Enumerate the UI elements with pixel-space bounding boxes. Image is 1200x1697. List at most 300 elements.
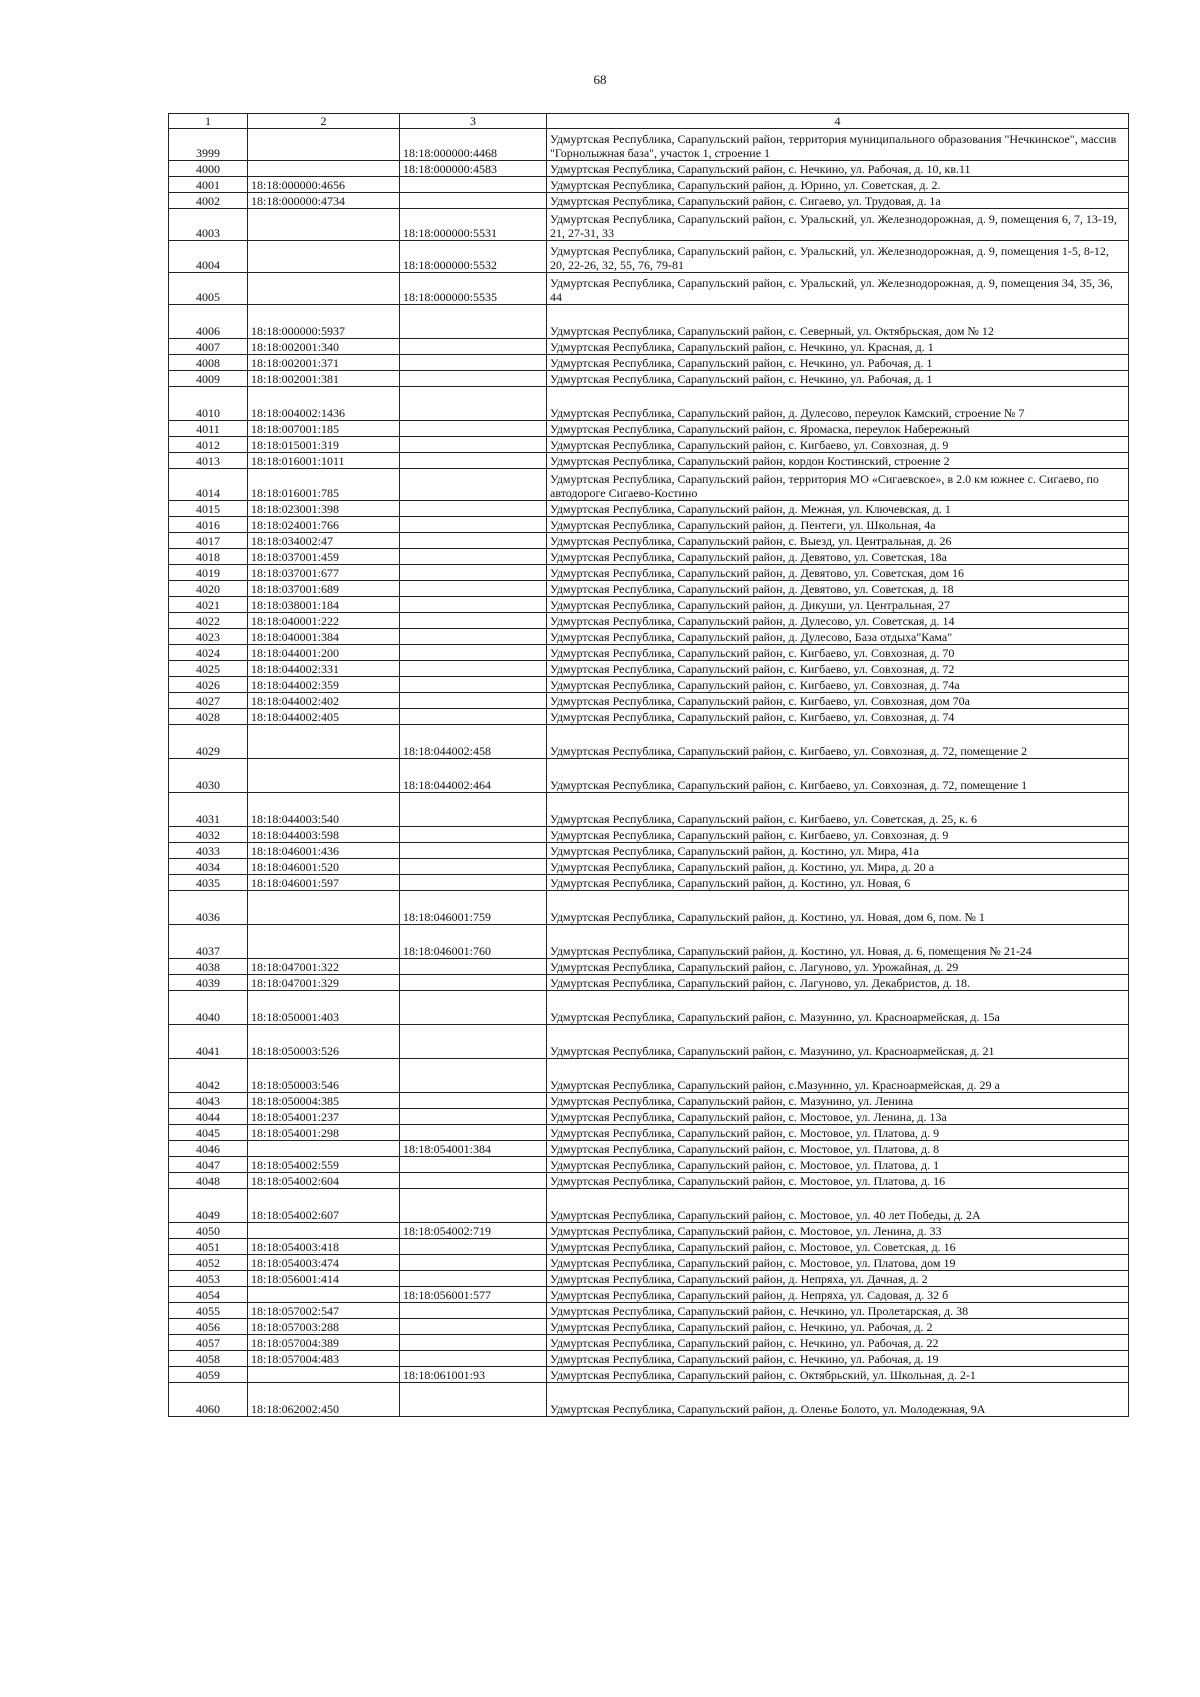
cadastral-number-building: 18:18:054001:384 (400, 1141, 547, 1157)
table-row (169, 843, 1129, 859)
table-row (169, 597, 1129, 613)
row-number: 4018 (169, 549, 248, 565)
cadastral-number-land: 18:18:057002:547 (248, 1303, 400, 1319)
row-number: 4005 (169, 273, 248, 305)
address: Удмуртская Республика, Сарапульский район, с. Мостовое, ул. 40 лет Победы, д. 2А (547, 1189, 1129, 1223)
cadastral-number-land (248, 1223, 400, 1239)
table-row (169, 161, 1129, 177)
cadastral-number-building (400, 875, 547, 891)
table-row (169, 1239, 1129, 1255)
table-row (169, 305, 1129, 339)
cadastral-number-land (248, 129, 400, 161)
cadastral-number-land: 18:18:050001:403 (248, 991, 400, 1025)
cadastral-number-building (400, 1271, 547, 1287)
table-row (169, 565, 1129, 581)
cadastral-number-building (400, 453, 547, 469)
cadastral-number-building (400, 1335, 547, 1351)
address: Удмуртская Республика, Сарапульский район, с. Мазунино, ул. Красноармейская, д. 15а (547, 991, 1129, 1025)
cadastral-number-land (248, 209, 400, 241)
cadastral-number-land: 18:18:057004:483 (248, 1351, 400, 1367)
cadastral-number-land: 18:18:054002:604 (248, 1173, 400, 1189)
row-number: 4047 (169, 1157, 248, 1173)
row-number: 4053 (169, 1271, 248, 1287)
cadastral-number-land: 18:18:044003:540 (248, 793, 400, 827)
table-row (169, 1189, 1129, 1223)
address: Удмуртская Республика, Сарапульский район, с. Мостовое, ул. Советская, д. 16 (547, 1239, 1129, 1255)
table-row (169, 991, 1129, 1025)
cadastral-number-land: 18:18:037001:689 (248, 581, 400, 597)
cadastral-number-land: 18:18:050003:546 (248, 1059, 400, 1093)
row-number: 4017 (169, 533, 248, 549)
cadastral-number-building (400, 1383, 547, 1417)
cadastral-number-land: 18:18:037001:677 (248, 565, 400, 581)
cadastral-number-building (400, 975, 547, 991)
table-row (169, 1223, 1129, 1239)
cadastral-number-land: 18:18:000000:4656 (248, 177, 400, 193)
table-row (169, 1157, 1129, 1173)
row-number: 4050 (169, 1223, 248, 1239)
address: Удмуртская Республика, Сарапульский район, д. Костино, ул. Новая, д. 6, помещения № 21-24 (547, 925, 1129, 959)
table-row (169, 1125, 1129, 1141)
table-row (169, 827, 1129, 843)
cadastral-number-land: 18:18:046001:520 (248, 859, 400, 875)
address: Удмуртская Республика, Сарапульский район, д. Дулесово, ул. Советская, д. 14 (547, 613, 1129, 629)
cadastral-number-land: 18:18:054001:298 (248, 1125, 400, 1141)
cadastral-number-building (400, 501, 547, 517)
table-row (169, 177, 1129, 193)
cadastral-number-land: 18:18:044002:405 (248, 709, 400, 725)
table-row (169, 241, 1129, 273)
cadastral-number-building (400, 959, 547, 975)
row-number: 4039 (169, 975, 248, 991)
row-number: 4057 (169, 1335, 248, 1351)
row-number: 4043 (169, 1093, 248, 1109)
table-row (169, 517, 1129, 533)
cadastral-number-land: 18:18:044002:402 (248, 693, 400, 709)
cadastral-number-land: 18:18:046001:436 (248, 843, 400, 859)
table-row (169, 677, 1129, 693)
row-number: 4004 (169, 241, 248, 273)
table-body (169, 129, 1129, 1417)
row-number: 4021 (169, 597, 248, 613)
address: Удмуртская Республика, Сарапульский район, с. Кигбаево, ул. Совхозная, д. 72 (547, 661, 1129, 677)
row-number: 4058 (169, 1351, 248, 1367)
address: Удмуртская Республика, Сарапульский район, с. Кигбаево, ул. Совхозная, д. 72, помещение 2 (547, 725, 1129, 759)
cadastral-number-building (400, 1189, 547, 1223)
row-number: 4015 (169, 501, 248, 517)
cadastral-number-building: 18:18:061001:93 (400, 1367, 547, 1383)
row-number: 4022 (169, 613, 248, 629)
cadastral-number-land: 18:18:050003:526 (248, 1025, 400, 1059)
address: Удмуртская Республика, Сарапульский район, с. Мазунино, ул. Красноармейская, д. 21 (547, 1025, 1129, 1059)
table-row (169, 453, 1129, 469)
table-row (169, 1109, 1129, 1125)
table-row (169, 875, 1129, 891)
cadastral-number-building (400, 793, 547, 827)
address: Удмуртская Республика, Сарапульский район, д. Пентеги, ул. Школьная, 4а (547, 517, 1129, 533)
row-number: 4040 (169, 991, 248, 1025)
table-row (169, 613, 1129, 629)
address: Удмуртская Республика, Сарапульский район, с. Нечкино, ул. Рабочая, д. 22 (547, 1335, 1129, 1351)
row-number: 4012 (169, 437, 248, 453)
row-number: 4038 (169, 959, 248, 975)
address: Удмуртская Республика, Сарапульский район, с. Яромаска, переулок Набережный (547, 421, 1129, 437)
cadastral-number-land: 18:18:034002:47 (248, 533, 400, 549)
address: Удмуртская Республика, Сарапульский район, с. Уральский, ул. Железнодорожная, д. 9, помещения 34, 35, 36, 44 (547, 273, 1129, 305)
cadastral-number-building (400, 859, 547, 875)
cadastral-number-building (400, 1157, 547, 1173)
cadastral-number-building: 18:18:000000:5531 (400, 209, 547, 241)
address: Удмуртская Республика, Сарапульский район, с. Мостовое, ул. Платова, д. 8 (547, 1141, 1129, 1157)
row-number: 4010 (169, 387, 248, 421)
table-row (169, 661, 1129, 677)
row-number: 4056 (169, 1319, 248, 1335)
cadastral-number-land: 18:18:038001:184 (248, 597, 400, 613)
table-row (169, 581, 1129, 597)
table-row (169, 925, 1129, 959)
row-number: 4001 (169, 177, 248, 193)
address: Удмуртская Республика, Сарапульский район, д. Дулесово, База отдыха"Кама" (547, 629, 1129, 645)
cadastral-number-building (400, 613, 547, 629)
table-row (169, 1303, 1129, 1319)
cadastral-number-land (248, 925, 400, 959)
row-number: 4013 (169, 453, 248, 469)
table-row (169, 859, 1129, 875)
cadastral-number-building: 18:18:044002:464 (400, 759, 547, 793)
row-number: 4034 (169, 859, 248, 875)
address: Удмуртская Республика, Сарапульский район, д. Костино, ул. Новая, дом 6, пом. № 1 (547, 891, 1129, 925)
cadastral-number-building (400, 421, 547, 437)
address: Удмуртская Республика, Сарапульский район, с. Мостовое, ул. Платова, дом 19 (547, 1255, 1129, 1271)
address: Удмуртская Республика, Сарапульский район, с. Мостовое, ул. Платова, д. 16 (547, 1173, 1129, 1189)
cadastral-number-land (248, 1141, 400, 1157)
row-number: 4030 (169, 759, 248, 793)
table-row (169, 339, 1129, 355)
table-row (169, 1319, 1129, 1335)
table-row (169, 1255, 1129, 1271)
cadastral-number-building (400, 677, 547, 693)
address: Удмуртская Республика, Сарапульский район, д. Оленье Болото, ул. Молодежная, 9А (547, 1383, 1129, 1417)
table-row (169, 1351, 1129, 1367)
row-number: 4046 (169, 1141, 248, 1157)
cadastral-number-land: 18:18:044002:359 (248, 677, 400, 693)
address: Удмуртская Республика, Сарапульский район, с. Нечкино, ул. Рабочая, д. 10, кв.11 (547, 161, 1129, 177)
address: Удмуртская Республика, Сарапульский район, кордон Костинский, строение 2 (547, 453, 1129, 469)
property-table (168, 113, 1129, 1417)
row-number: 4003 (169, 209, 248, 241)
cadastral-number-land (248, 725, 400, 759)
cadastral-number-building: 18:18:000000:4583 (400, 161, 547, 177)
cadastral-number-land: 18:18:037001:459 (248, 549, 400, 565)
table-row (169, 891, 1129, 925)
row-number: 4002 (169, 193, 248, 209)
cadastral-number-building (400, 549, 547, 565)
table-row (169, 709, 1129, 725)
cadastral-number-building (400, 1319, 547, 1335)
row-number: 4020 (169, 581, 248, 597)
address: Удмуртская Республика, Сарапульский район, с. Кигбаево, ул. Совхозная, д. 9 (547, 437, 1129, 453)
address: Удмуртская Республика, Сарапульский район, с. Лагуново, ул. Урожайная, д. 29 (547, 959, 1129, 975)
cadastral-number-building (400, 517, 547, 533)
table-row (169, 725, 1129, 759)
row-number: 4045 (169, 1125, 248, 1141)
address: Удмуртская Республика, Сарапульский район, с. Выезд, ул. Центральная, д. 26 (547, 533, 1129, 549)
address: Удмуртская Республика, Сарапульский район, с. Северный, ул. Октябрьская, дом № 12 (547, 305, 1129, 339)
address: Удмуртская Республика, Сарапульский район, д. Дулесово, переулок Камский, строение № 7 (547, 387, 1129, 421)
address: Удмуртская Республика, Сарапульский район, территория МО «Сигаевское», в 2.0 км южнее с. Сигаево, по автодороге Сигаево-Костино (547, 469, 1129, 501)
row-number: 4052 (169, 1255, 248, 1271)
cadastral-number-building (400, 991, 547, 1025)
address: Удмуртская Республика, Сарапульский район, д. Девятово, ул. Советская, дом 16 (547, 565, 1129, 581)
cadastral-number-land: 18:18:044001:200 (248, 645, 400, 661)
address: Удмуртская Республика, Сарапульский район, д. Межная, ул. Ключевская, д. 1 (547, 501, 1129, 517)
address: Удмуртская Республика, Сарапульский район, с. Мостовое, ул. Ленина, д. 13а (547, 1109, 1129, 1125)
cadastral-number-building (400, 1255, 547, 1271)
address: Удмуртская Республика, Сарапульский район, д. Девятово, ул. Советская, д. 18 (547, 581, 1129, 597)
row-number: 4011 (169, 421, 248, 437)
cadastral-number-land: 18:18:002001:340 (248, 339, 400, 355)
address: Удмуртская Республика, Сарапульский район, с. Мостовое, ул. Платова, д. 9 (547, 1125, 1129, 1141)
row-number: 4036 (169, 891, 248, 925)
cadastral-number-building (400, 565, 547, 581)
cadastral-number-land: 18:18:047001:329 (248, 975, 400, 991)
table-row (169, 129, 1129, 161)
header-col-3: 3 (400, 114, 547, 129)
table-row (169, 759, 1129, 793)
cadastral-number-land: 18:18:040001:222 (248, 613, 400, 629)
table-row (169, 645, 1129, 661)
table-row (169, 209, 1129, 241)
table-row (169, 975, 1129, 991)
address: Удмуртская Республика, Сарапульский район, с. Нечкино, ул. Красная, д. 1 (547, 339, 1129, 355)
row-number: 4019 (169, 565, 248, 581)
address: Удмуртская Республика, Сарапульский район, с.Мазунино, ул. Красноармейская, д. 29 а (547, 1059, 1129, 1093)
cadastral-number-building (400, 597, 547, 613)
row-number: 4035 (169, 875, 248, 891)
address: Удмуртская Республика, Сарапульский район, с. Сигаево, ул. Трудовая, д. 1а (547, 193, 1129, 209)
cadastral-number-land: 18:18:004002:1436 (248, 387, 400, 421)
cadastral-number-land: 18:18:047001:322 (248, 959, 400, 975)
cadastral-number-building (400, 661, 547, 677)
cadastral-number-land (248, 241, 400, 273)
table-row (169, 437, 1129, 453)
address: Удмуртская Республика, Сарапульский район, с. Уральский, ул. Железнодорожная, д. 9, помещения 6, 7, 13-19, 21, 27-31, 33 (547, 209, 1129, 241)
table-row (169, 501, 1129, 517)
table-row (169, 629, 1129, 645)
row-number: 4008 (169, 355, 248, 371)
cadastral-number-land: 18:18:057004:389 (248, 1335, 400, 1351)
cadastral-number-building (400, 193, 547, 209)
cadastral-number-building: 18:18:000000:5532 (400, 241, 547, 273)
address: Удмуртская Республика, Сарапульский район, с. Уральский, ул. Железнодорожная, д. 9, помещения 1-5, 8-12, 20, 22-26, 32, 55, 76, 79-81 (547, 241, 1129, 273)
address: Удмуртская Республика, Сарапульский район, территория муниципального образования "Нечкинское", массив "Горнолыжная база", участок 1, строение 1 (547, 129, 1129, 161)
row-number: 4048 (169, 1173, 248, 1189)
cadastral-number-building (400, 1059, 547, 1093)
cadastral-number-land: 18:18:054003:474 (248, 1255, 400, 1271)
cadastral-number-building (400, 387, 547, 421)
cadastral-number-building (400, 645, 547, 661)
row-number: 4033 (169, 843, 248, 859)
cadastral-number-building: 18:18:044002:458 (400, 725, 547, 759)
cadastral-number-building: 18:18:000000:4468 (400, 129, 547, 161)
address: Удмуртская Республика, Сарапульский район, с. Кигбаево, ул. Совхозная, дом 70а (547, 693, 1129, 709)
header-col-4: 4 (547, 114, 1129, 129)
page-number: 68 (593, 72, 607, 87)
cadastral-number-building (400, 827, 547, 843)
table-row (169, 469, 1129, 501)
cadastral-number-land: 18:18:000000:4734 (248, 193, 400, 209)
cadastral-number-building: 18:18:054002:719 (400, 1223, 547, 1239)
row-number: 4042 (169, 1059, 248, 1093)
cadastral-number-land: 18:18:002001:371 (248, 355, 400, 371)
table-row (169, 1093, 1129, 1109)
cadastral-number-land: 18:18:050004:385 (248, 1093, 400, 1109)
address: Удмуртская Республика, Сарапульский район, д. Дикуши, ул. Центральная, 27 (547, 597, 1129, 613)
table-row (169, 421, 1129, 437)
cadastral-number-building (400, 693, 547, 709)
cadastral-number-building (400, 177, 547, 193)
row-number: 4055 (169, 1303, 248, 1319)
row-number: 4028 (169, 709, 248, 725)
cadastral-number-land: 18:18:007001:185 (248, 421, 400, 437)
cadastral-number-building (400, 1239, 547, 1255)
cadastral-number-building (400, 1351, 547, 1367)
address: Удмуртская Республика, Сарапульский район, с. Нечкино, ул. Пролетарская, д. 38 (547, 1303, 1129, 1319)
cadastral-number-building (400, 629, 547, 645)
cadastral-number-land: 18:18:000000:5937 (248, 305, 400, 339)
cadastral-number-land: 18:18:024001:766 (248, 517, 400, 533)
cadastral-number-building (400, 305, 547, 339)
cadastral-number-land: 18:18:054002:607 (248, 1189, 400, 1223)
table-row (169, 355, 1129, 371)
table-row (169, 1335, 1129, 1351)
address: Удмуртская Республика, Сарапульский район, с. Нечкино, ул. Рабочая, д. 1 (547, 355, 1129, 371)
cadastral-number-building (400, 709, 547, 725)
cadastral-number-land: 18:18:016001:785 (248, 469, 400, 501)
cadastral-number-land: 18:18:054003:418 (248, 1239, 400, 1255)
cadastral-number-land: 18:18:046001:597 (248, 875, 400, 891)
row-number: 4031 (169, 793, 248, 827)
cadastral-number-building (400, 1109, 547, 1125)
cadastral-number-land: 18:18:040001:384 (248, 629, 400, 645)
cadastral-number-building (400, 533, 547, 549)
table-row (169, 1173, 1129, 1189)
row-number: 4023 (169, 629, 248, 645)
row-number: 4016 (169, 517, 248, 533)
row-number: 4025 (169, 661, 248, 677)
row-number: 4026 (169, 677, 248, 693)
row-number: 4007 (169, 339, 248, 355)
cadastral-number-land: 18:18:056001:414 (248, 1271, 400, 1287)
address: Удмуртская Республика, Сарапульский район, с. Мазунино, ул. Ленина (547, 1093, 1129, 1109)
row-number: 4006 (169, 305, 248, 339)
row-number: 4024 (169, 645, 248, 661)
header-col-1: 1 (169, 114, 248, 129)
row-number: 4027 (169, 693, 248, 709)
row-number: 4054 (169, 1287, 248, 1303)
table-row (169, 1383, 1129, 1417)
cadastral-number-building (400, 1125, 547, 1141)
table-row (169, 1059, 1129, 1093)
cadastral-number-building (400, 339, 547, 355)
address: Удмуртская Республика, Сарапульский район, с. Октябрьский, ул. Школьная, д. 2-1 (547, 1367, 1129, 1383)
table-row (169, 959, 1129, 975)
address: Удмуртская Республика, Сарапульский район, с. Нечкино, ул. Рабочая, д. 19 (547, 1351, 1129, 1367)
cadastral-number-land (248, 161, 400, 177)
table-row (169, 371, 1129, 387)
table-row (169, 273, 1129, 305)
address: Удмуртская Республика, Сарапульский район, с. Кигбаево, ул. Советская, д. 25, к. 6 (547, 793, 1129, 827)
cadastral-number-building (400, 1025, 547, 1059)
cadastral-number-building (400, 469, 547, 501)
table-row (169, 1367, 1129, 1383)
table-row (169, 533, 1129, 549)
address: Удмуртская Республика, Сарапульский район, с. Кигбаево, ул. Совхозная, д. 74 (547, 709, 1129, 725)
cadastral-number-land: 18:18:054001:237 (248, 1109, 400, 1125)
cadastral-number-land (248, 1367, 400, 1383)
header-col-2: 2 (248, 114, 400, 129)
address: Удмуртская Республика, Сарапульский район, д. Костино, ул. Мира, 41а (547, 843, 1129, 859)
address: Удмуртская Республика, Сарапульский район, д. Непряха, ул. Дачная, д. 2 (547, 1271, 1129, 1287)
table-row (169, 793, 1129, 827)
address: Удмуртская Республика, Сарапульский район, д. Костино, ул. Новая, 6 (547, 875, 1129, 891)
cadastral-number-land (248, 759, 400, 793)
address: Удмуртская Республика, Сарапульский район, с. Нечкино, ул. Рабочая, д. 1 (547, 371, 1129, 387)
cadastral-number-land (248, 1287, 400, 1303)
row-number: 4037 (169, 925, 248, 959)
address: Удмуртская Республика, Сарапульский район, с. Нечкино, ул. Рабочая, д. 2 (547, 1319, 1129, 1335)
cadastral-number-land: 18:18:015001:319 (248, 437, 400, 453)
cadastral-number-building (400, 437, 547, 453)
cadastral-number-building: 18:18:046001:759 (400, 891, 547, 925)
row-number: 4059 (169, 1367, 248, 1383)
cadastral-number-building (400, 1173, 547, 1189)
address: Удмуртская Республика, Сарапульский район, с. Кигбаево, ул. Совхозная, д. 9 (547, 827, 1129, 843)
row-number: 4000 (169, 161, 248, 177)
cadastral-number-land: 18:18:002001:381 (248, 371, 400, 387)
table-row (169, 193, 1129, 209)
row-number: 4029 (169, 725, 248, 759)
cadastral-number-land: 18:18:054002:559 (248, 1157, 400, 1173)
address: Удмуртская Республика, Сарапульский район, с. Мостовое, ул. Платова, д. 1 (547, 1157, 1129, 1173)
address: Удмуртская Республика, Сарапульский район, с. Кигбаево, ул. Совхозная, д. 70 (547, 645, 1129, 661)
row-number: 4009 (169, 371, 248, 387)
cadastral-number-land (248, 273, 400, 305)
cadastral-number-building (400, 1093, 547, 1109)
address: Удмуртская Республика, Сарапульский район, д. Непряха, ул. Садовая, д. 32 б (547, 1287, 1129, 1303)
cadastral-number-land (248, 891, 400, 925)
address: Удмуртская Республика, Сарапульский район, д. Юрино, ул. Советская, д. 2. (547, 177, 1129, 193)
row-number: 4014 (169, 469, 248, 501)
cadastral-number-land: 18:18:016001:1011 (248, 453, 400, 469)
table-header (169, 114, 1129, 129)
cadastral-number-building (400, 355, 547, 371)
row-number: 4032 (169, 827, 248, 843)
table-row (169, 387, 1129, 421)
cadastral-number-land: 18:18:062002:450 (248, 1383, 400, 1417)
cadastral-number-building (400, 371, 547, 387)
table-row (169, 693, 1129, 709)
row-number: 4051 (169, 1239, 248, 1255)
address: Удмуртская Республика, Сарапульский район, д. Девятово, ул. Советская, 18а (547, 549, 1129, 565)
cadastral-number-building (400, 1303, 547, 1319)
address: Удмуртская Республика, Сарапульский район, с. Кигбаево, ул. Совхозная, д. 74а (547, 677, 1129, 693)
table-row (169, 1025, 1129, 1059)
table-row (169, 1287, 1129, 1303)
address: Удмуртская Республика, Сарапульский район, д. Костино, ул. Мира, д. 20 а (547, 859, 1129, 875)
address: Удмуртская Республика, Сарапульский район, с. Мостовое, ул. Ленина, д. 33 (547, 1223, 1129, 1239)
cadastral-number-land: 18:18:044002:331 (248, 661, 400, 677)
